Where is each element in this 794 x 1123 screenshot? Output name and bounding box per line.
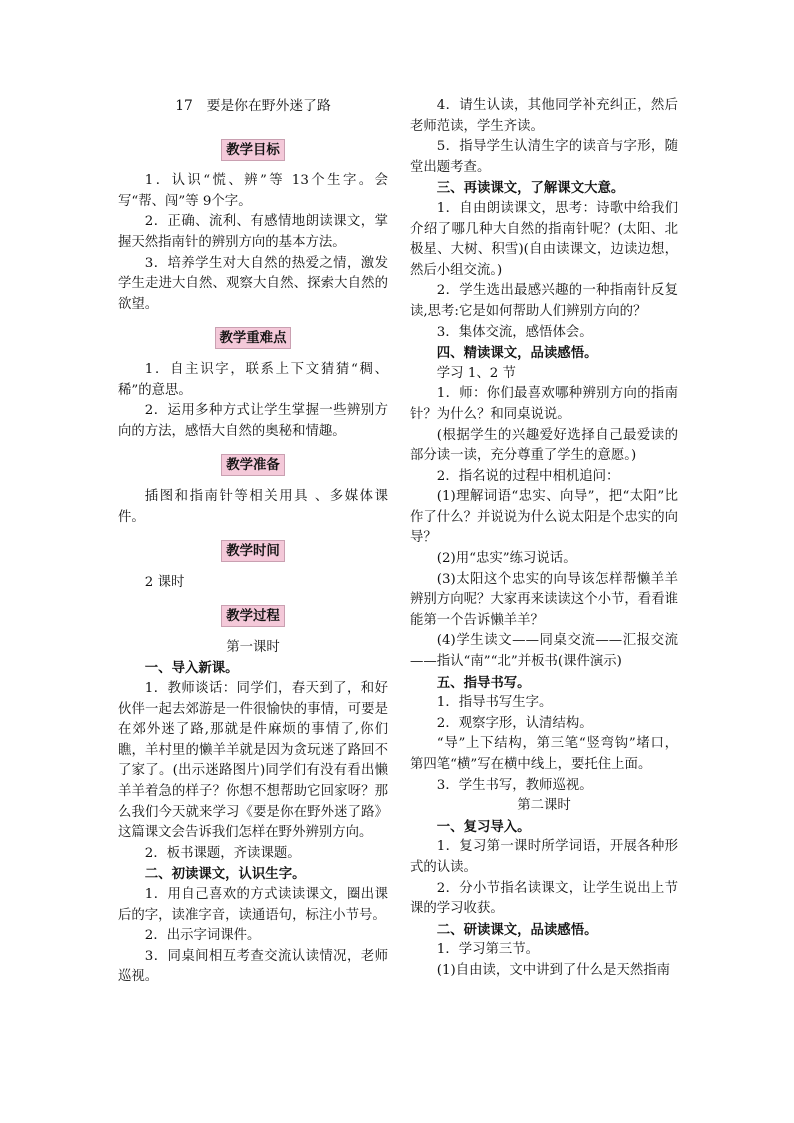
- step-4-item-2a: (1)理解词语“忠实、向导”，把“太阳”比作了什么？并说说为什么说太阳是个忠实的向导？: [410, 489, 678, 546]
- step-5-item-1: 1．指导书写生字。: [436, 695, 553, 711]
- lesson-2-step-2-heading: 二、研读课文，品读感悟。: [436, 921, 598, 938]
- step-1-heading: 一、导入新课。: [144, 660, 239, 677]
- right-column: [410, 96, 678, 982]
- step-5-item-2-note: “导”上下结构，第三笔“竖弯钩”堵口，第四笔“横”写在横中线上，要托住上面。: [410, 736, 678, 772]
- step-1-item-2: 2．板书课题，齐读课题。: [144, 845, 301, 861]
- step-2-item-5: 5．指导学生认清生字的读音与字形，随堂出题考查。: [410, 139, 678, 175]
- lesson-2-step-1-item-2: 2．分小节指名读课文，让学生说出上节课的学习收获。: [410, 880, 678, 917]
- step-4-item-2b: (2)用“忠实”练习说话。: [436, 551, 577, 567]
- step-2-item-4: 4．请生认读，其他同学补充纠正，然后老师范读，学生齐读。: [410, 98, 678, 134]
- goal-1: 1．认识“慌、辨”等 13个生字。会写“帮、闯”等 9个字。: [118, 173, 388, 209]
- heading-preparation: 教学准备: [221, 454, 285, 476]
- left-column: [118, 96, 388, 988]
- lesson-title: 17 要是你在野外迷了路: [175, 98, 331, 114]
- key-2: 2．运用多种方式让学生掌握一些辨别方向的方法，感悟大自然的奥秘和情趣。: [118, 403, 388, 439]
- lesson-2-step-2-item-1a: (1)自由读，文中讲到了什么是天然指南: [436, 962, 671, 978]
- step-4-item-2: 2．指名说的过程中相机追问：: [436, 468, 620, 484]
- step-4-item-1: 1．师：你们最喜欢哪种辨别方向的指南针？为什么？和同桌说说。: [410, 386, 678, 422]
- step-1-item-1: 1．教师谈话：同学们，春天到了，和好伙伴一起去郊游是一件很愉快的事情，可要是在郊外迷了路,那就是件麻烦的事情了,你们瞧，羊村里的懒羊羊就是因为贪玩迷了路回不了家了。(出示迷路图片)同学们有没有看出懒羊羊着急的样子？你想不想帮助它回家呀？那么我们今天就来学习《要是你在野外迷了路》 这篇课文会告诉我们怎样在野外辨别方向。: [118, 681, 388, 841]
- goal-3: 3．培养学生对大自然的热爱之情，激发学生走进大自然、观察大自然、探索大自然的欲望。: [118, 255, 388, 312]
- step-4-heading: 四、精读课文，品读感悟。: [436, 345, 598, 362]
- step-3-heading: 三、再读课文，了解课文大意。: [436, 180, 625, 197]
- heading-key-points: 教学重难点: [215, 327, 292, 349]
- step-2-item-1: 1．用自己喜欢的方式读读课文，圈出课后的字，读准字音，读通语句，标注小节号。: [118, 887, 388, 923]
- lesson-2-step-1-heading: 一、复习导入。: [436, 818, 531, 835]
- lesson-2-label: 第二课时: [517, 798, 571, 814]
- step-3-item-2: 2．学生选出最感兴趣的一种指南针反复读,思考:它是如何帮助人们辨别方向的？: [410, 283, 678, 319]
- step-5-item-3: 3．学生书写，教师巡视。: [436, 777, 593, 793]
- step-4-item-2d: (4)学生读文——同桌交流——汇报交流——指认“南”“北”并板书(课件演示): [410, 633, 678, 670]
- step-2-item-3: 3．同桌间相互考查交流认读情况，老师巡视。: [118, 948, 388, 985]
- step-5-heading: 五、指导书写。: [436, 674, 531, 691]
- step-2-heading: 二、初读课文，认识生字。: [144, 866, 306, 883]
- key-1: 1．自主识字，联系上下文猜猜“稠、稀”的意思。: [118, 361, 388, 398]
- lesson-2-step-2-item-1: 1．学习第三节。: [436, 942, 540, 958]
- heading-process: 教学过程: [221, 605, 285, 627]
- step-4-subheading: 学习 1、2 节: [436, 365, 516, 381]
- preparation-text: 插图和指南针等相关用具 、多媒体课件。: [118, 488, 388, 525]
- step-5-item-2: 2．观察字形，认清结构。: [436, 715, 593, 731]
- step-3-item-1: 1．自由朗读课文，思考：诗歌中给我们介绍了哪几种大自然的指南针呢？(太阳、北极星、大树、积雪)(自由读课文，边读边想，然后小组交流。): [410, 200, 678, 278]
- step-3-item-3: 3．集体交流，感悟体会。: [436, 324, 593, 340]
- goal-2: 2．正确、流利、有感情地朗读课文，掌握天然指南针的辨别方向的基本方法。: [118, 214, 388, 250]
- lesson-2-step-1-item-1: 1．复习第一课时所学词语，开展各种形式的认读。: [410, 839, 678, 875]
- heading-goals: 教学目标: [221, 139, 285, 161]
- lesson-1-label: 第一课时: [226, 639, 280, 655]
- heading-time: 教学时间: [221, 540, 285, 562]
- time-text: 2 课时: [144, 574, 185, 590]
- step-4-item-1-note: (根据学生的兴趣爱好选择自己最爱读的部分读一读，充分尊重了学生的意愿。): [410, 427, 678, 464]
- step-4-item-2c: (3)太阳这个忠实的向导该怎样帮懒羊羊辨别方向呢？大家再来读读这个小节，看看谁能第一个告诉懒羊羊？: [410, 571, 678, 628]
- step-2-item-2: 2．出示字词课件。: [144, 928, 261, 944]
